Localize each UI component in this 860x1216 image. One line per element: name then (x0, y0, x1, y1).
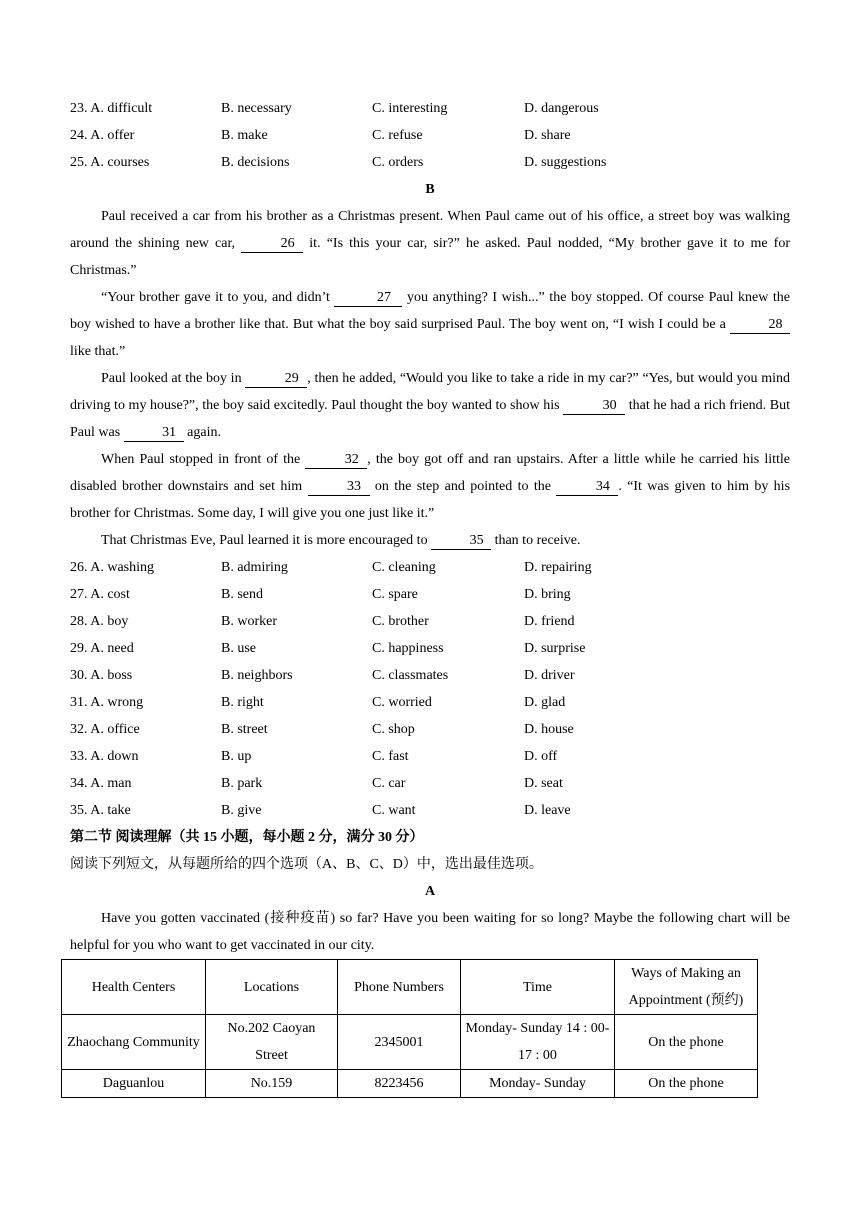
health-centers-table (61, 959, 758, 1098)
option-a: 25. A. courses (70, 155, 150, 170)
option-b: B. use (221, 641, 256, 656)
option-d: D. house (524, 722, 574, 737)
section-b-heading: B (425, 182, 435, 197)
paragraph-text: That Christmas Eve, Paul learned it is more encouraged to (101, 533, 428, 548)
option-c: C. refuse (372, 128, 423, 143)
table-header-cell: Phone Numbers (338, 960, 461, 1015)
passage-paragraph-3 (70, 365, 790, 446)
option-b: B. up (221, 749, 252, 764)
table-header-cell: Ways of Making an Appointment (预约) (615, 960, 758, 1015)
option-a: 29. A. need (70, 641, 134, 656)
option-a: 26. A. washing (70, 560, 154, 575)
table-row (62, 1015, 758, 1070)
option-d: D. driver (524, 668, 575, 683)
passage-a-heading: A (424, 884, 436, 899)
option-a: 24. A. offer (70, 128, 135, 143)
table-header-cell: Health Centers (62, 960, 206, 1015)
paragraph-text: . “It was given to him by his brother for Christmas. Some day, I will give you one just like it.” (70, 479, 791, 521)
section-2-title: 第二节 阅读理解（共 15 小题，每小题 2 分，满分 30 分） (70, 830, 424, 845)
table-cell: Daguanlou (62, 1070, 206, 1098)
option-d: D. share (524, 128, 571, 143)
option-c: C. car (372, 776, 406, 791)
option-d: D. dangerous (524, 101, 599, 116)
passage-paragraph-1 (70, 203, 790, 284)
option-d: D. seat (524, 776, 563, 791)
option-a: 34. A. man (70, 776, 132, 791)
table-cell: Zhaochang Community (62, 1015, 206, 1070)
option-c: C. classmates (372, 668, 449, 683)
paragraph-text: “Your brother gave it to you, and didn’t (101, 290, 330, 305)
option-d: D. glad (524, 695, 566, 710)
option-c: C. worried (372, 695, 432, 710)
option-b: B. park (221, 776, 263, 791)
option-c: C. interesting (372, 101, 448, 116)
table-cell: 2345001 (338, 1015, 461, 1070)
table-header-cell: Locations (206, 960, 338, 1015)
paragraph-text: Paul looked at the boy in (101, 371, 242, 386)
table-cell: 8223456 (338, 1070, 461, 1098)
option-d: D. surprise (524, 641, 586, 656)
blank-29: 29 (245, 371, 307, 388)
paragraph-text: on the step and pointed to the (374, 479, 551, 494)
option-c: C. fast (372, 749, 409, 764)
option-b: B. make (221, 128, 268, 143)
table-row (62, 1070, 758, 1098)
blank-26: 26 (241, 236, 303, 253)
paragraph-text: like that.” (70, 344, 126, 359)
option-c: C. shop (372, 722, 415, 737)
paragraph-text: , the boy got off and ran upstairs. After a little while he carried his little disabled brother downstairs and set him (70, 452, 790, 494)
table-header-cell: Time (461, 960, 615, 1015)
option-a: 30. A. boss (70, 668, 133, 683)
section-2-instruction: 阅读下列短文，从每题所给的四个选项（A、B、C、D）中，选出最佳选项。 (70, 857, 543, 872)
option-b: B. right (221, 695, 264, 710)
paragraph-text: than to receive. (494, 533, 581, 548)
blank-33: 33 (308, 479, 370, 496)
option-c: C. want (372, 803, 416, 818)
option-c: C. orders (372, 155, 424, 170)
passage-paragraph-5 (70, 527, 790, 554)
option-c: C. happiness (372, 641, 444, 656)
blank-28: 28 (730, 317, 790, 334)
paragraph-text: again. (187, 425, 221, 440)
option-a: 27. A. cost (70, 587, 130, 602)
paragraph-text: , then he added, “Would you like to take a ride in my car?” “Yes, but would you mind driving to my house?”, the boy said excitedly. Paul thought the boy wanted to show his (70, 371, 791, 413)
table-cell: No.202 Caoyan Street (206, 1015, 338, 1070)
table-cell: Monday- Sunday (461, 1070, 615, 1098)
option-b: B. admiring (221, 560, 288, 575)
option-c: C. spare (372, 587, 418, 602)
option-c: C. cleaning (372, 560, 436, 575)
option-c: C. brother (372, 614, 429, 629)
passage-paragraph-2 (70, 284, 790, 365)
option-a: 32. A. office (70, 722, 140, 737)
table-cell: On the phone (615, 1015, 758, 1070)
option-b: B. street (221, 722, 268, 737)
table-header-row (62, 960, 758, 1015)
option-b: B. send (221, 587, 263, 602)
blank-27: 27 (334, 290, 402, 307)
blank-32: 32 (305, 452, 367, 469)
blank-30: 30 (563, 398, 625, 415)
option-b: B. worker (221, 614, 277, 629)
blank-34: 34 (556, 479, 618, 496)
option-b: B. give (221, 803, 262, 818)
option-d: D. suggestions (524, 155, 607, 170)
passage-a-intro: Have you gotten vaccinated (接种疫苗) so far? Have you been waiting for so long? Maybe the following chart will be helpful for you who want to get vaccinated in our city. (70, 911, 790, 953)
option-d: D. repairing (524, 560, 592, 575)
paragraph-text: you anything? I wish...” the boy stopped. Of course Paul knew the boy wished to have a brother like that. But what the boy said surprised Paul. The boy went on, “I wish I could be a (70, 290, 790, 332)
passage-paragraph-4 (70, 446, 790, 527)
option-a: 31. A. wrong (70, 695, 144, 710)
paragraph-text: that he had a rich friend. But Paul was (70, 398, 791, 440)
option-b: B. neighbors (221, 668, 293, 683)
blank-35: 35 (431, 533, 491, 550)
option-a: 35. A. take (70, 803, 131, 818)
option-b: B. necessary (221, 101, 292, 116)
table-cell: Monday- Sunday 14 : 00-17 : 00 (461, 1015, 615, 1070)
option-d: D. off (524, 749, 558, 764)
option-d: D. bring (524, 587, 571, 602)
option-d: D. leave (524, 803, 571, 818)
option-a: 33. A. down (70, 749, 139, 764)
paragraph-text: When Paul stopped in front of the (101, 452, 301, 467)
option-a: 23. A. difficult (70, 101, 153, 116)
table-cell: No.159 (206, 1070, 338, 1098)
paragraph-text: Paul received a car from his brother as a Christmas present. When Paul came out of his office, a street boy was walking around the shining new car, (70, 209, 790, 251)
option-d: D. friend (524, 614, 575, 629)
blank-31: 31 (124, 425, 184, 442)
option-b: B. decisions (221, 155, 290, 170)
paragraph-text: it. “Is this your car, sir?” he asked. Paul nodded, “My brother gave it to me for Christmas.” (70, 236, 790, 278)
option-a: 28. A. boy (70, 614, 129, 629)
table-cell: On the phone (615, 1070, 758, 1098)
